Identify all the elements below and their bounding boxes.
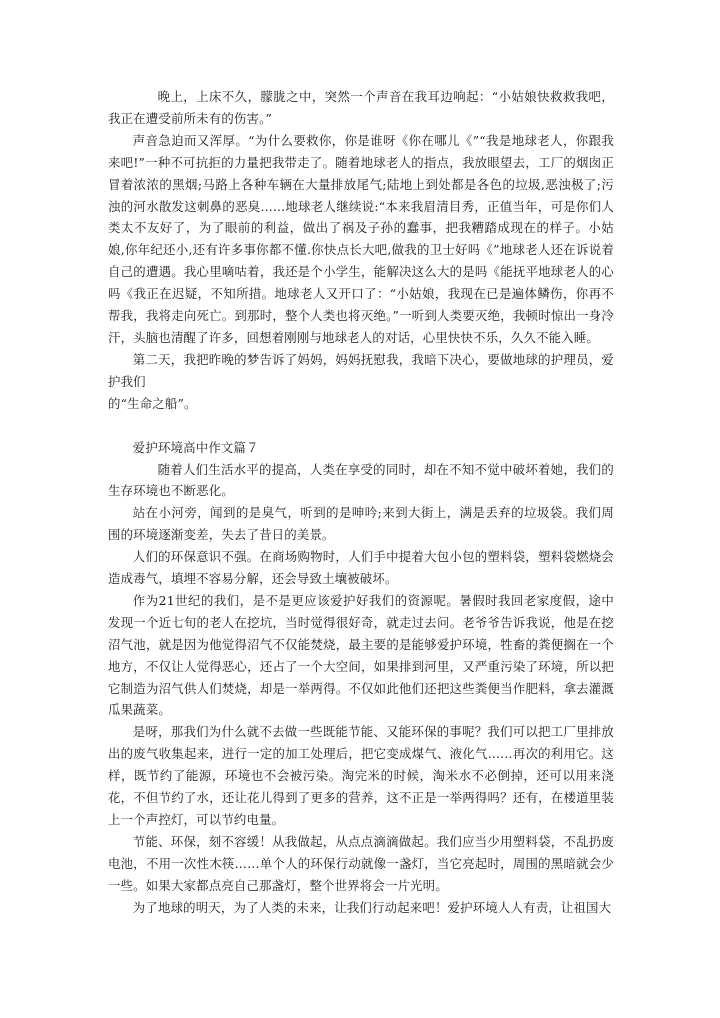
paragraph: 为了地球的明天，为了人类的未来，让我们行动起来吧！爱护环境人人有责，让祖国大 — [132, 899, 612, 915]
paragraph: 晚上，上床不久，朦胧之中，突然一个声音在我耳边响起：“小姑娘快救救我吧，我正在遭受前所未有的伤害。” — [108, 89, 614, 126]
paragraph: 人们的环保意识不强。在商场购物时，人们手中提着大包小包的塑料袋，塑料袋燃烧会造成毒气，填埋不容易分解，还会导致土壤被破坏。 — [108, 549, 614, 587]
paragraph: 声音急迫而又浑厚。“为什么要救你，你是谁呀《你在哪儿《”“我是地球老人，你跟我来吧!”一种不可抗拒的力量把我带走了。随着地球老人的指点，我放眼望去，工厂的烟囱正冒着浓浓的黑烟;马路上各种车辆在大量排放尾气;陆地上到处都是各色的垃圾,恶浊极了;污浊的河水散发这刺鼻的恶臭......地球老人继续说:“本来我眉清目秀，正值当年，可是你们人类太不友好了，为了眼前的利益，做出了祸及子孙的蠢事，把我糟踏成现在的样子。小姑娘,你年纪还小,还有许多事你都不懂.你快点长大吧,做我的卫士好吗《”地球老人还在诉说着自己的遭遇。我心里嘀咕着，我还是个小学生，能解决这么大的是吗《能抚平地球老人的心吗《我正在迟疑，不知所措。地球老人又开口了：“小姑娘，我现在已是遍体鳞伤，你再不帮我，我将走向死亡。到那时，整个人类也将灭绝。”一听到人类要灭绝，我顿时惊出一身冷汗，头脑也清醒了许多，回想着刚刚与地球老人的对话，心里快快不乐，久久不能入睡。 — [108, 132, 614, 345]
document-page — [108, 86, 614, 919]
paragraph: 作为21世纪的我们，是不是更应该爱护好我们的资源呢。暑假时我回老家度假，途中发现一个近七旬的老人在挖坑，当时觉得很好奇，就走过去问。老爷爷告诉我说，他是在挖沼气池，就是因为他觉得沼气不仅能焚烧，最主要的是能够爱护环境，牲畜的粪便搁在一个地方，不仅让人觉得恶心，还占了一个大空间，如果排到河里，又严重污染了环境，所以把它制造为沼气供人们焚烧，却是一举两得。不仅如此他们还把这些粪便当作肥料，拿去灌溉瓜果蔬菜。 — [108, 592, 614, 718]
paragraph: 第二天，我把昨晚的梦告诉了妈妈，妈妈抚慰我，我暗下决心，要做地球的护理员，爱护我们 — [108, 351, 614, 389]
paragraph: 的“生命之船”。 — [108, 395, 197, 411]
section-heading: 爱护环境高中作文篇７ — [132, 439, 259, 455]
paragraph: 节能、环保，刻不容缓！从我做起，从点点滴滴做起。我们应当少用塑料袋，不乱扔废电池，不用一次性木筷……单个人的环保行动就像一盏灯，当它亮起时，周围的黑暗就会少一些。如果大家都点亮自己那盏灯，整个世界将会一片光明。 — [108, 833, 614, 893]
paragraph: 随着人们生活水平的提高，人类在享受的同时，却在不知不觉中破坏着她，我们的生存环境也不断恶化。 — [108, 461, 614, 499]
paragraph: 是呀，那我们为什么就不去做一些既能节能、又能环保的事呢？我们可以把工厂里排放出的废气收集起来，进行一定的加工处理后，把它变成煤气、液化气……再次的利用它。这样，既节约了能源，环境也不会被污染。淘完米的时候，淘米水不必倒掉，还可以用来浇花，不但节约了水，还让花儿得到了更多的营养，这不正是一举两得吗？还有，在楼道里装上一个声控灯，可以节约电量。 — [108, 724, 614, 827]
paragraph: 站在小河旁，闻到的是臭气，听到的是呻吟;来到大街上，满是丢弃的垃圾袋。我们周围的环境逐渐变差，失去了昔日的美景。 — [108, 505, 614, 543]
